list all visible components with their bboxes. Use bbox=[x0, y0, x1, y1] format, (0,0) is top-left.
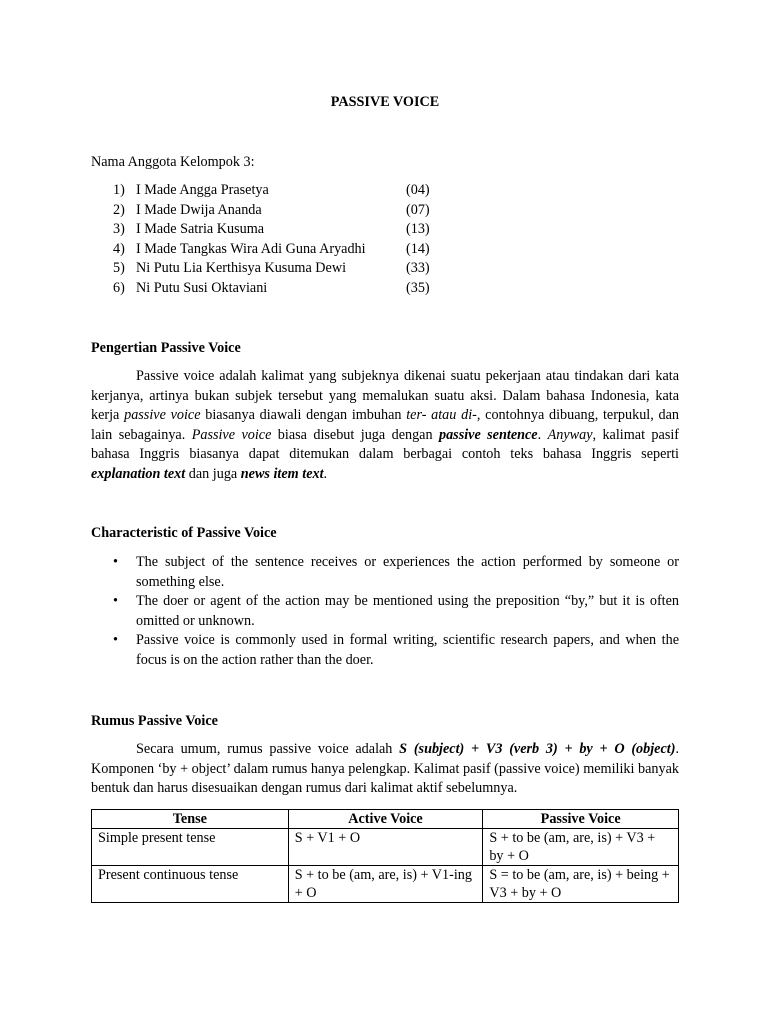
list-item bbox=[91, 553, 679, 592]
pengertian-paragraph bbox=[91, 367, 679, 484]
bullet-text: Passive voice is commonly used in formal writing, scientific research papers, and when the focus is on the action rather than the doer. bbox=[136, 632, 679, 668]
text-run: biasa disebut juga dengan bbox=[271, 426, 439, 443]
table-cell: Simple present tense bbox=[92, 829, 289, 866]
member-code: (33) bbox=[406, 260, 430, 276]
table-cell: Present continuous tense bbox=[92, 866, 289, 903]
table-cell: S + to be (am, are, is) + V3 + by + O bbox=[483, 829, 679, 866]
section-heading-rumus: Rumus Passive Voice bbox=[91, 713, 218, 729]
members-list bbox=[113, 181, 513, 298]
member-name: I Made Angga Prasetya bbox=[136, 182, 269, 198]
bullet-text: The subject of the sentence receives or experiences the action performed by someone or something else. bbox=[136, 554, 679, 590]
column-header-tense: Tense bbox=[92, 810, 289, 829]
text-run: Passive voice adalah kalimat yang subjeknya dikenai suatu pekerjaan atau tindakan dari kata kerjanya, artinya bukan subjek tersebut yang memalukan suatu aksi. Dalam bahasa Indonesia, kata kerja bbox=[91, 368, 679, 423]
list-item bbox=[113, 259, 513, 279]
text-run-bold-italic: S (subject) + V3 (verb 3) + by + O (object) bbox=[399, 741, 676, 757]
bullet-text: The doer or agent of the action may be mentioned using the preposition “by,” but it is often omitted or unknown. bbox=[136, 593, 679, 629]
text-run: , kalimat pasif bahasa Inggris biasanya dapat ditemukan dalam berbagai contoh teks bahasa Inggris seperti bbox=[91, 426, 680, 462]
table-cell: S + to be (am, are, is) + V1-ing + O bbox=[288, 866, 483, 903]
member-name: I Made Dwija Ananda bbox=[136, 201, 262, 218]
list-item bbox=[113, 240, 513, 260]
tense-table bbox=[91, 809, 679, 903]
member-name: Ni Putu Lia Kerthisya Kusuma Dewi bbox=[136, 260, 347, 276]
section-heading-characteristic: Characteristic of Passive Voice bbox=[91, 525, 277, 541]
table-cell: S + V1 + O bbox=[288, 829, 483, 866]
document-title: PASSIVE VOICE bbox=[330, 94, 440, 110]
member-code: (13) bbox=[406, 221, 430, 237]
table-row bbox=[92, 866, 679, 903]
text-run-bold-italic: passive sentence bbox=[438, 426, 538, 443]
rumus-paragraph bbox=[91, 740, 679, 799]
text-run: . bbox=[323, 465, 328, 482]
list-item bbox=[113, 220, 513, 240]
text-run: . bbox=[537, 426, 548, 443]
text-run: , contohnya dibuang, terpukul, dan lain sebagainya. bbox=[91, 407, 680, 443]
member-number: 4) bbox=[113, 240, 125, 257]
text-run: Secara umum, rumus passive voice adalah bbox=[136, 741, 400, 757]
member-number: 2) bbox=[113, 201, 125, 218]
column-header-active: Active Voice bbox=[288, 810, 483, 829]
table-header-row bbox=[92, 810, 679, 829]
bullet-icon: • bbox=[113, 554, 118, 570]
member-name: Ni Putu Susi Oktaviani bbox=[136, 279, 268, 296]
member-number: 3) bbox=[113, 221, 125, 237]
table-cell: S = to be (am, are, is) + being + V3 + by + O bbox=[483, 866, 679, 903]
text-run-italic: passive voice bbox=[124, 407, 201, 423]
text-run-italic: Anyway bbox=[547, 426, 593, 443]
member-name: I Made Tangkas Wira Adi Guna Aryadhi bbox=[136, 240, 366, 257]
list-item bbox=[91, 592, 679, 631]
text-run: . Komponen ‘by + object’ dalam rumus hanya pelengkap. Kalimat pasif (passive voice) memiliki banyak bentuk dan harus disesuaikan dengan rumus dari kalimat aktif sebelumnya. bbox=[91, 741, 679, 796]
member-number: 6) bbox=[113, 279, 125, 296]
members-heading: Nama Anggota Kelompok 3: bbox=[91, 154, 255, 170]
table-row bbox=[92, 829, 679, 866]
text-run-bold-italic: explanation text bbox=[91, 465, 186, 482]
column-header-passive: Passive Voice bbox=[483, 810, 679, 829]
section-heading-pengertian: Pengertian Passive Voice bbox=[91, 340, 241, 356]
member-code: (07) bbox=[406, 201, 430, 218]
member-number: 1) bbox=[113, 182, 125, 198]
list-item bbox=[113, 279, 513, 299]
bullet-icon: • bbox=[113, 632, 118, 648]
member-code: (14) bbox=[406, 240, 430, 257]
bullet-icon: • bbox=[113, 593, 118, 609]
text-run-italic: ter- atau di- bbox=[406, 407, 477, 423]
list-item bbox=[113, 181, 513, 201]
member-code: (04) bbox=[406, 182, 430, 198]
text-run-bold-italic: news item text bbox=[240, 465, 324, 482]
member-name: I Made Satria Kusuma bbox=[136, 221, 265, 237]
list-item bbox=[113, 201, 513, 221]
member-code: (35) bbox=[406, 279, 430, 296]
text-run: biasanya diawali dengan imbuhan bbox=[200, 407, 407, 423]
list-item bbox=[91, 631, 679, 670]
member-number: 5) bbox=[113, 260, 125, 276]
characteristic-list bbox=[91, 553, 679, 670]
text-run: dan juga bbox=[185, 465, 241, 482]
text-run-italic: Passive voice bbox=[191, 426, 272, 443]
